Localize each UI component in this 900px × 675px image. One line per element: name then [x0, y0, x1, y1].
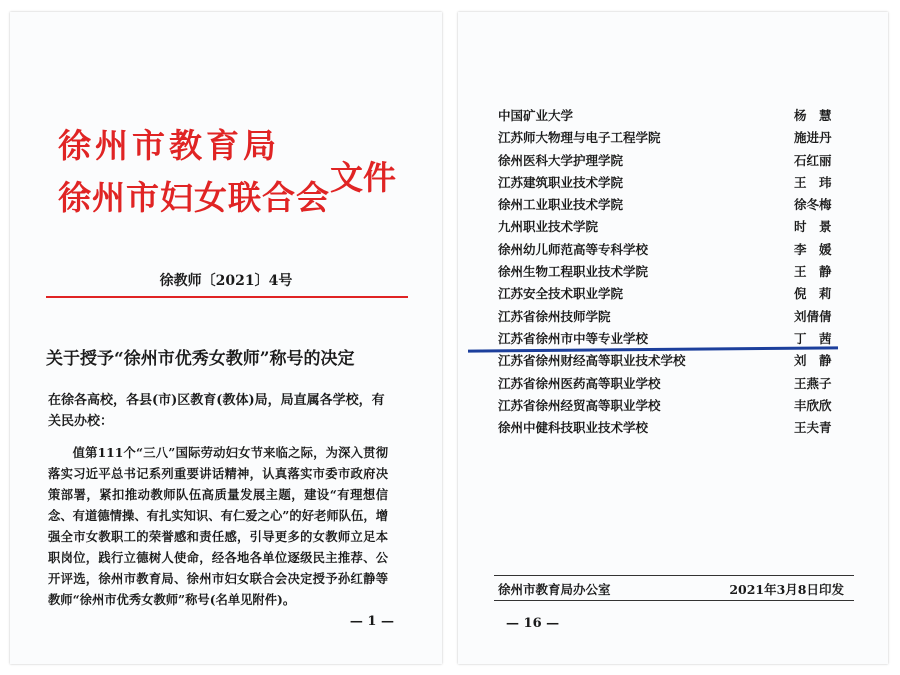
issuer-education-bureau: 徐州市教育局 — [58, 126, 280, 165]
list-item — [498, 305, 838, 327]
awardee-name: 丰欣欣 — [794, 397, 832, 413]
footer-divider-top — [494, 575, 854, 576]
awardee-school: 徐州生物工程职业技术学院 — [498, 264, 649, 280]
list-item — [498, 215, 838, 237]
page-number: — 16 — — [506, 616, 560, 631]
awardee-school: 徐州中健科技职业技术学校 — [498, 420, 649, 436]
list-item — [498, 260, 838, 282]
document-page-1 — [10, 12, 442, 664]
awardee-school: 江苏省徐州医药高等职业学校 — [498, 375, 661, 391]
awardee-name: 倪 莉 — [794, 286, 832, 302]
list-item — [498, 171, 838, 193]
awardee-name: 杨 慧 — [794, 108, 832, 123]
list-item — [498, 238, 838, 260]
list-item — [498, 104, 838, 126]
document-number: 徐教师〔2021〕4号 — [159, 273, 293, 289]
issuing-office: 徐州市教育局办公室 — [498, 582, 611, 597]
awardee-school: 江苏安全技术职业学院 — [498, 286, 624, 302]
awardee-school: 江苏省徐州技师学院 — [498, 308, 611, 324]
awardee-name: 王夫青 — [794, 420, 832, 436]
list-item — [498, 126, 838, 148]
decision-title: 关于授予“徐州市优秀女教师”称号的决定 — [46, 349, 355, 369]
list-item — [498, 349, 838, 371]
awardee-name: 石红丽 — [794, 152, 832, 168]
list-item — [498, 282, 838, 304]
awardee-name: 王燕子 — [794, 375, 832, 391]
awardee-name: 时 景 — [794, 219, 832, 235]
awardee-name: 李 媛 — [794, 241, 832, 257]
awardee-name: 王 玮 — [794, 174, 832, 190]
awardee-school: 江苏建筑职业技术学院 — [498, 174, 624, 190]
awardee-school: 江苏省徐州经贸高等职业学校 — [498, 397, 661, 413]
document-type-label: 文件 — [330, 158, 396, 197]
document-page-16 — [458, 12, 888, 664]
awardee-school: 江苏师大物理与电子工程学院 — [498, 130, 661, 146]
awardee-school: 九州职业技术学院 — [498, 219, 599, 235]
awardee-name: 施进丹 — [794, 130, 832, 146]
awardee-school: 徐州幼儿师范高等专科学校 — [498, 241, 649, 257]
list-item — [498, 394, 838, 416]
awardee-name: 王 静 — [794, 264, 832, 280]
awardee-school: 江苏省徐州财经高等职业技术学校 — [498, 353, 686, 369]
issue-date: 2021年3月8日印发 — [729, 582, 844, 597]
awardee-school: 徐州医科大学护理学院 — [498, 152, 624, 168]
awardee-name: 徐冬梅 — [794, 197, 832, 213]
awardee-name: 丁 茜 — [794, 330, 832, 346]
list-item — [498, 416, 838, 438]
awardee-list — [498, 104, 838, 438]
addressee: 在徐各高校，各县(市)区教育(教体)局，局直属各学校，有关民办校： — [48, 393, 385, 429]
list-item — [498, 193, 838, 215]
page-number: — 1 — — [349, 614, 394, 629]
issuer-womens-federation: 徐州市妇女联合会 — [58, 178, 330, 217]
list-item — [498, 149, 838, 171]
awardee-school: 中国矿业大学 — [498, 108, 574, 123]
footer-divider-bottom — [494, 600, 854, 601]
red-header-divider — [46, 296, 408, 298]
awardee-school: 徐州工业职业技术学院 — [498, 197, 624, 213]
awardee-name: 刘倩倩 — [794, 308, 832, 324]
list-item — [498, 372, 838, 394]
awardee-school: 江苏省徐州市中等专业学校 — [498, 330, 649, 346]
awardee-name: 刘 静 — [794, 353, 832, 369]
body-paragraph: 值第111个“三八”国际劳动妇女节来临之际，为深入贯彻落实习近平总书记系列重要讲话精神，认真落实市委市政府决策部署，紧扣推动教师队伍高质量发展主题，建设“有理想信念、有道德情操、有扎实知识、有仁爱之心”的好老师队伍，增强全市女教职工的荣誉感和责任感，引导更多的女教师立足本职岗位，践行立德树人使命，经各地各单位逐级民主推荐、公开评选，徐州市教育局、徐州市妇女联合会决定授予孙红静等教师“徐州市优秀女教师”称号(名单见附件)。 — [48, 445, 388, 607]
